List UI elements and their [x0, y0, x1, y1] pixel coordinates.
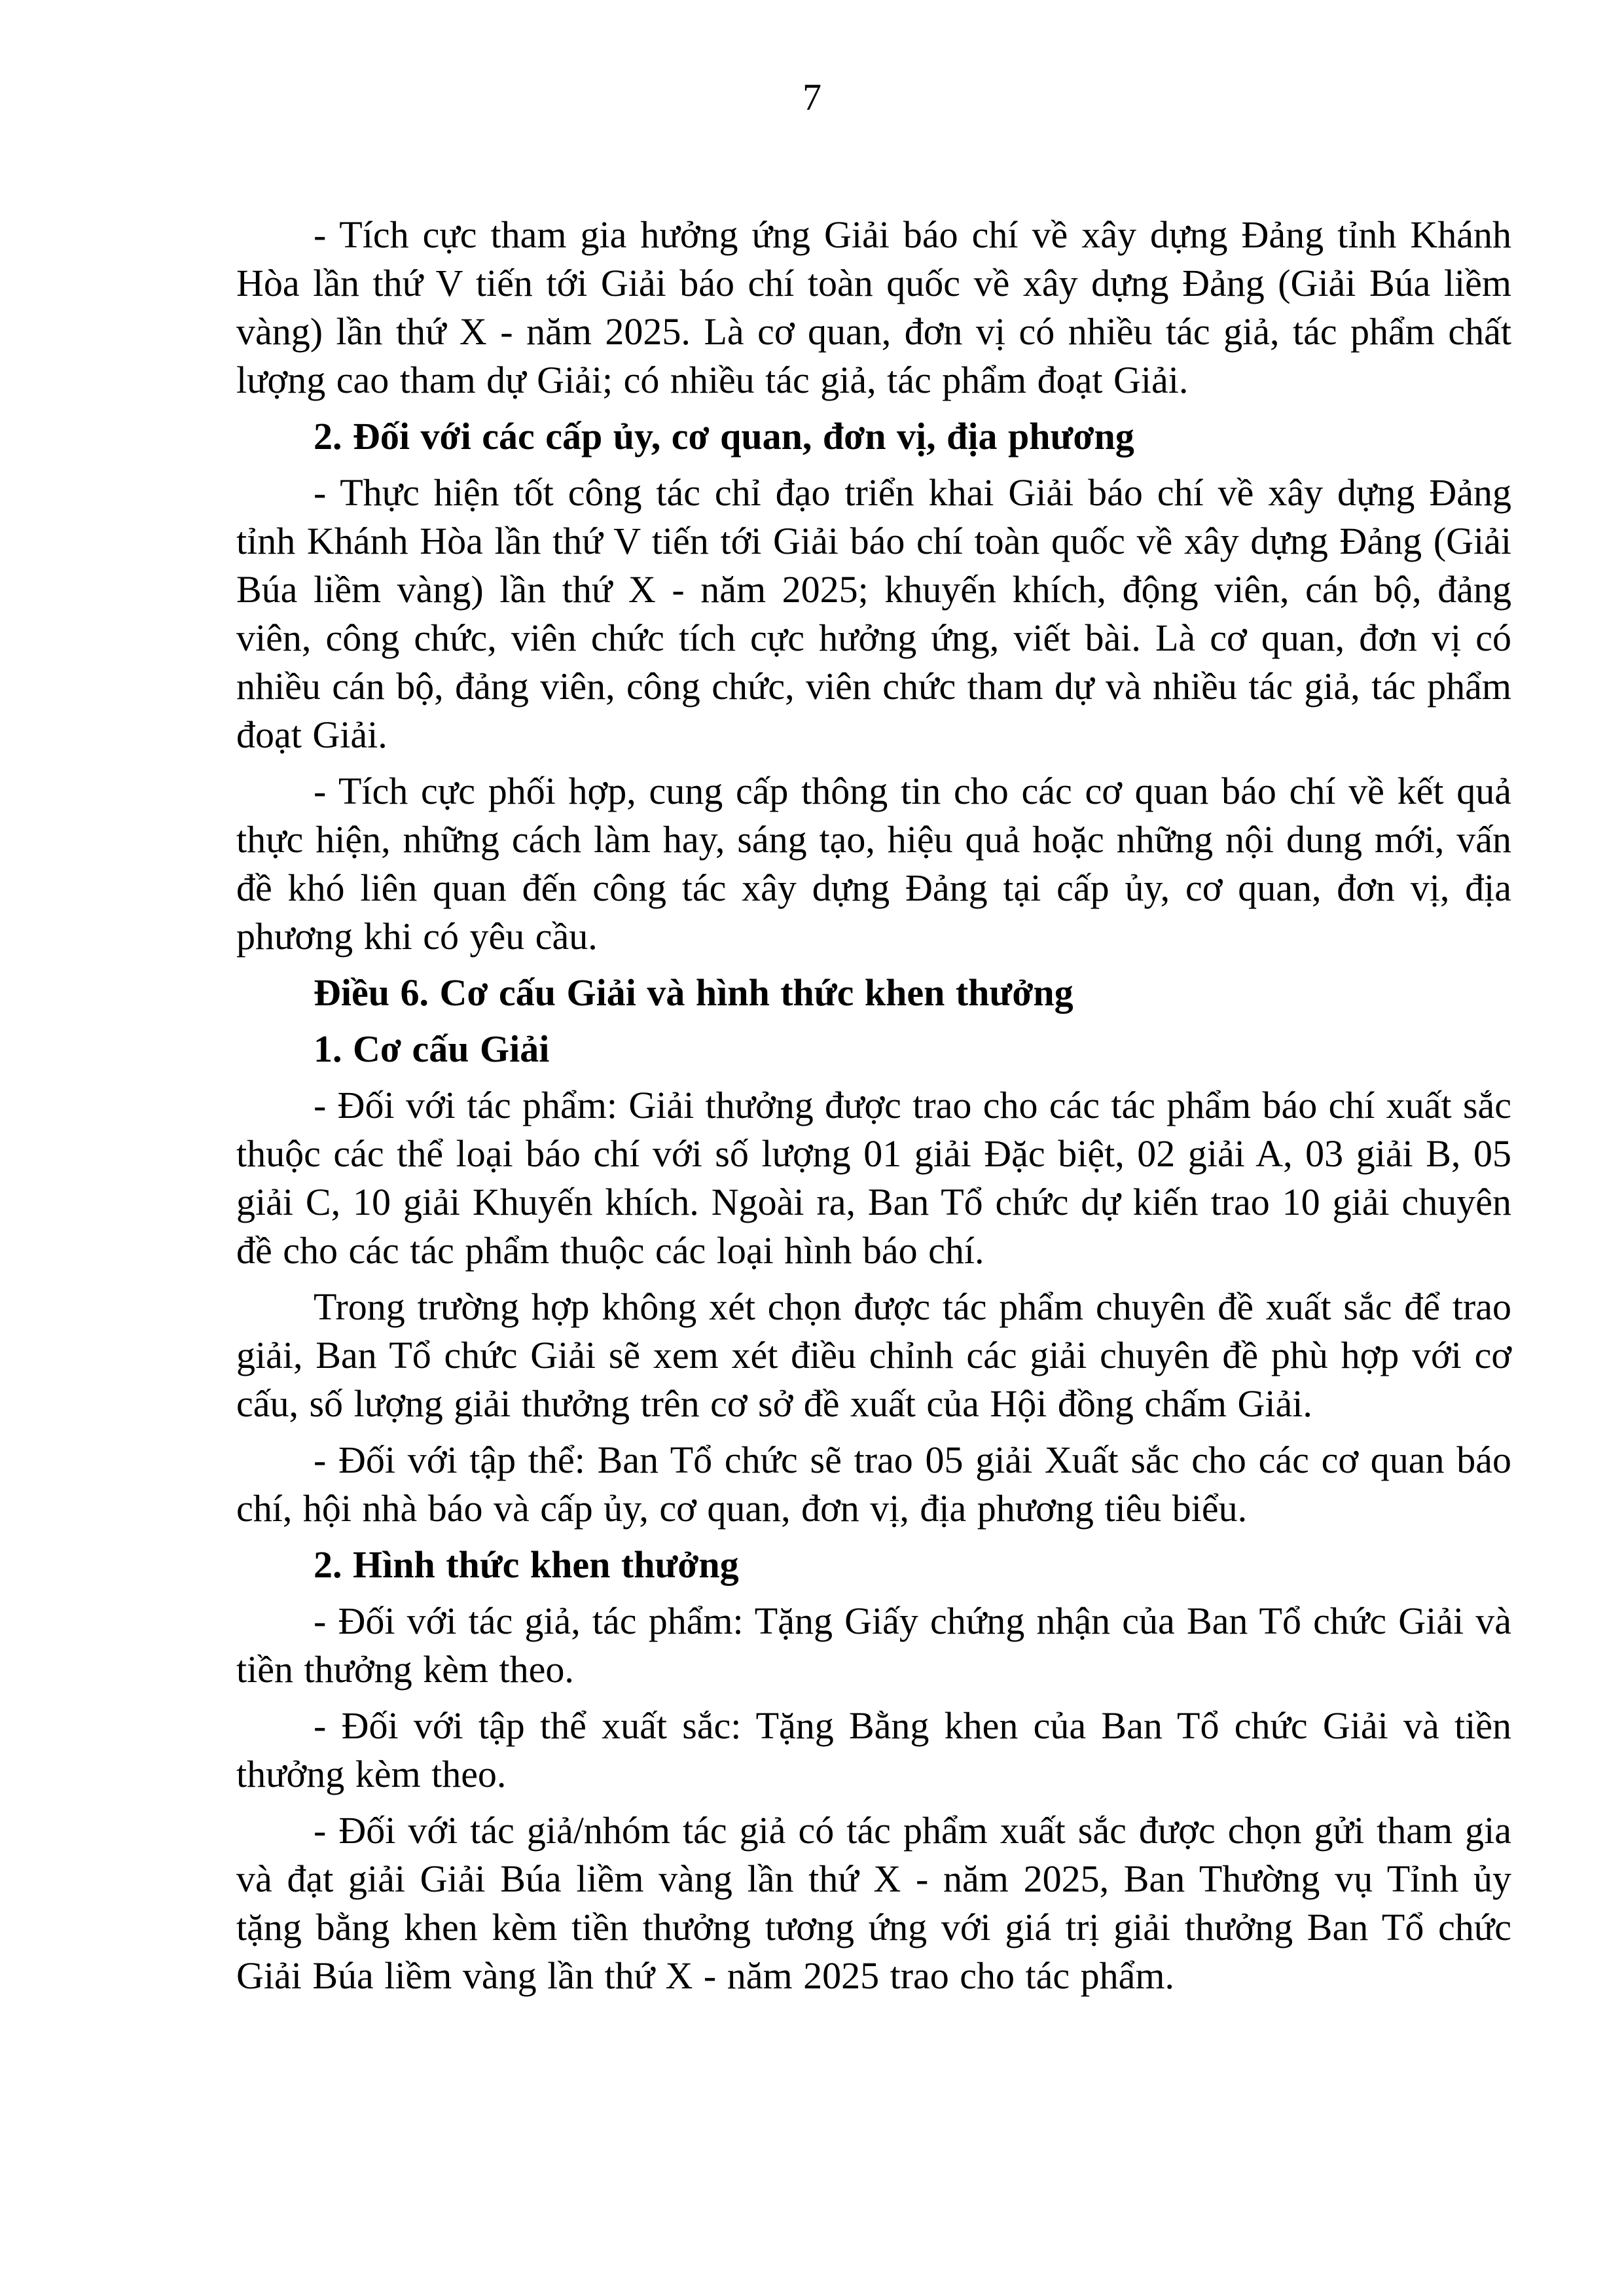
paragraph-participation-encouragement: - Tích cực tham gia hưởng ứng Giải báo chí về xây dựng Đảng tỉnh Khánh Hòa lần thứ V tiến tới Giải báo chí toàn quốc về xây dựng Đảng (Giải Búa liềm vàng) lần thứ X - năm 2025. Là cơ quan, đơn vị có nhiều tác giả, tác phẩm chất lượng cao tham dự Giải; có nhiều tác giả, tác phẩm đoạt Giải. [236, 213, 1511, 401]
paragraph-reward-authors: - Đối với tác giả, tác phẩm: Tặng Giấy chứng nhận của Ban Tổ chức Giải và tiền thưởng kèm theo. [236, 1600, 1511, 1691]
paragraph-prizes-for-collectives: - Đối với tập thể: Ban Tổ chức sẽ trao 05 giải Xuất sắc cho các cơ quan báo chí, hội nhà báo và cấp ủy, cơ quan, đơn vị, địa phương tiêu biểu. [236, 1439, 1511, 1530]
section-heading-article-6: Điều 6. Cơ cấu Giải và hình thức khen thưởng [314, 971, 1074, 1014]
paragraph-reward-national-prize-winners: - Đối với tác giả/nhóm tác giả có tác phẩm xuất sắc được chọn gửi tham gia và đạt giải Giải Búa liềm vàng lần thứ X - năm 2025, Ban Thường vụ Tỉnh ủy tặng bằng khen kèm tiền thưởng tương ứng với giá trị giải thưởng Ban Tổ chức Giải Búa liềm vàng lần thứ X - năm 2025 trao cho tác phẩm. [236, 1809, 1511, 1997]
paragraph-prize-adjustment: Trong trường hợp không xét chọn được tác phẩm chuyên đề xuất sắc để trao giải, Ban Tổ chức Giải sẽ xem xét điều chỉnh các giải chuyên đề phù hợp với cơ cấu, số lượng giải thưởng trên cơ sở đề xuất của Hội đồng chấm Giải. [236, 1285, 1511, 1425]
paragraph-reward-collectives: - Đối với tập thể xuất sắc: Tặng Bằng khen của Ban Tổ chức Giải và tiền thưởng kèm theo. [236, 1704, 1511, 1795]
section-heading-prize-structure: 1. Cơ cấu Giải [314, 1028, 550, 1070]
section-heading-reward-forms: 2. Hình thức khen thưởng [314, 1543, 739, 1586]
paragraph-prizes-for-works: - Đối với tác phẩm: Giải thưởng được trao cho các tác phẩm báo chí xuất sắc thuộc các thể loại báo chí với số lượng 01 giải Đặc biệt, 02 giải A, 03 giải B, 05 giải C, 10 giải Khuyến khích. Ngoài ra, Ban Tổ chức dự kiến trao 10 giải chuyên đề cho các tác phẩm thuộc các loại hình báo chí. [236, 1084, 1511, 1272]
paragraph-implementation-direction: - Thực hiện tốt công tác chỉ đạo triển khai Giải báo chí về xây dựng Đảng tỉnh Khánh Hòa lần thứ V tiến tới Giải báo chí toàn quốc về xây dựng Đảng (Giải Búa liềm vàng) lần thứ X - năm 2025; khuyến khích, động viên, cán bộ, đảng viên, công chức, viên chức tích cực hưởng ứng, viết bài. Là cơ quan, đơn vị có nhiều cán bộ, đảng viên, công chức, viên chức tham dự và nhiều tác giả, tác phẩm đoạt Giải. [236, 471, 1511, 756]
page-number: 7 [803, 76, 821, 118]
paragraph-information-coordination: - Tích cực phối hợp, cung cấp thông tin cho các cơ quan báo chí về kết quả thực hiện, những cách làm hay, sáng tạo, hiệu quả hoặc những nội dung mới, vấn đề khó liên quan đến công tác xây dựng Đảng tại cấp ủy, cơ quan, đơn vị, địa phương khi có yêu cầu. [236, 770, 1511, 958]
document-body [236, 211, 1511, 2000]
section-heading-responsibilities-of-committees: 2. Đối với các cấp ủy, cơ quan, đơn vị, địa phương [314, 415, 1134, 457]
